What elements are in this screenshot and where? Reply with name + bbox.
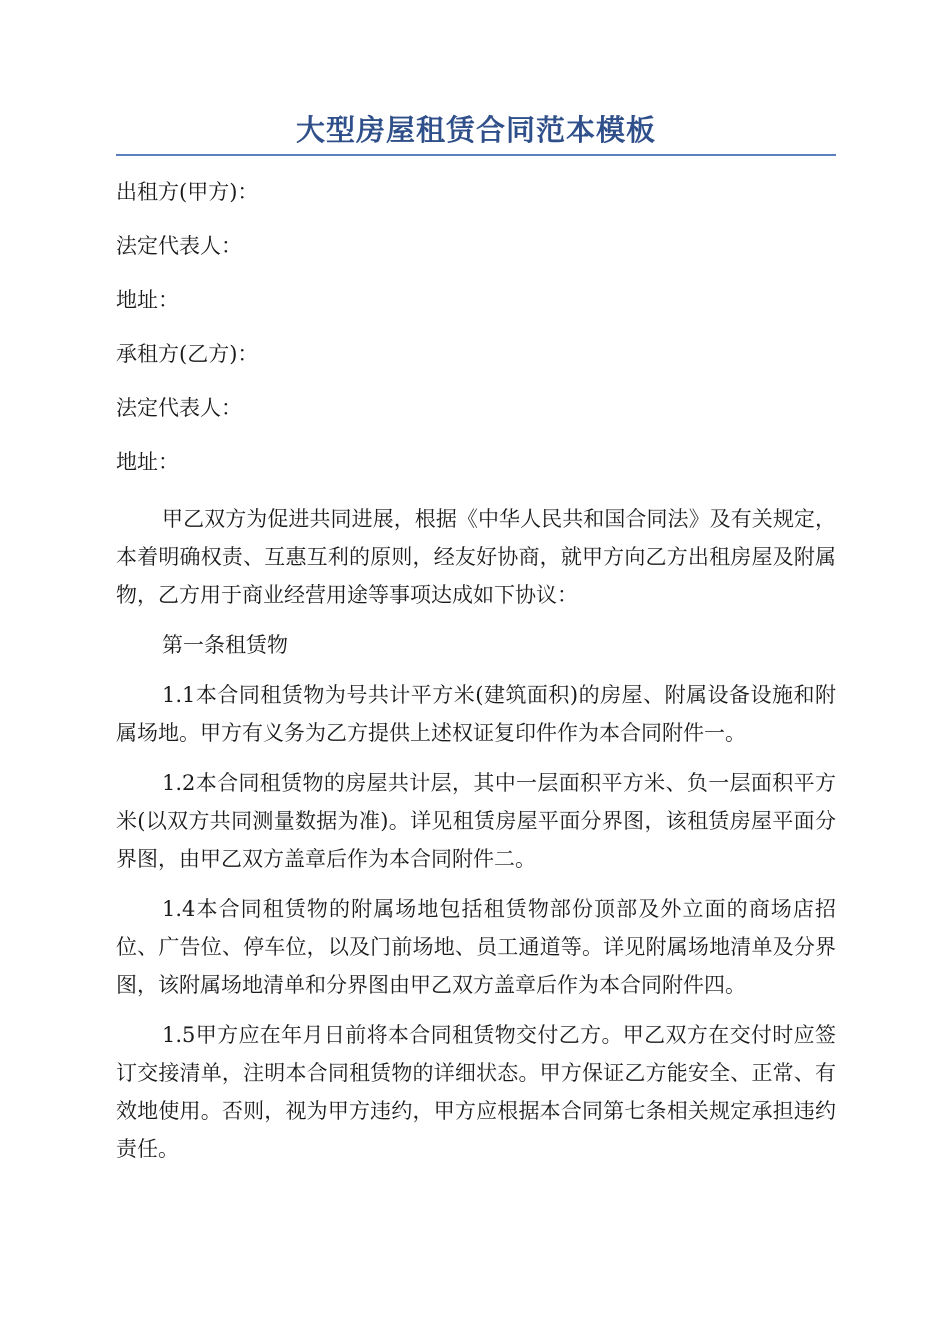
lessor-representative-field: 法定代表人：: [116, 234, 242, 258]
document-title: 大型房屋租赁合同范本模板: [295, 113, 656, 147]
clause-1-5: 1.5甲方应在年月日前将本合同租赁物交付乙方。甲乙双方在交付时应签订交接清单，注明本合同租赁物的详细状态。甲方保证乙方能安全、正常、有效地使用。否则，视为甲方违约，甲方应根据本合同第七条相关规定承担违约责任。: [116, 1023, 836, 1161]
clause-1-4: 1.4本合同租赁物的附属场地包括租赁物部份顶部及外立面的商场店招位、广告位、停车位，以及门前场地、员工通道等。详见附属场地清单及分界图，该附属场地清单和分界图由甲乙双方盖章后作为本合同附件四。: [116, 897, 836, 997]
lessee-field: 承租方(乙方)：: [116, 342, 259, 366]
title-underline: [116, 154, 836, 156]
lessee-representative-field: 法定代表人：: [116, 396, 242, 420]
document-page: [116, 108, 836, 1180]
clause-1-1: 1.1本合同租赁物为号共计平方米(建筑面积)的房屋、附属设备设施和附属场地。甲方有义务为乙方提供上述权证复印件作为本合同附件一。: [116, 683, 836, 745]
lessor-field: 出租方(甲方)：: [116, 180, 259, 204]
lessee-address-field: 地址：: [116, 450, 179, 474]
clause-1-2: 1.2本合同租赁物的房屋共计层，其中一层面积平方米、负一层面积平方米(以双方共同测量数据为准)。详见租赁房屋平面分界图，该租赁房屋平面分界图，由甲乙双方盖章后作为本合同附件二。: [116, 771, 836, 871]
article-heading: 第一条租赁物: [162, 633, 288, 657]
lessor-address-field: 地址：: [116, 288, 179, 312]
preamble-paragraph: 甲乙双方为促进共同进展，根据《中华人民共和国合同法》及有关规定，本着明确权责、互惠互利的原则，经友好协商，就甲方向乙方出租房屋及附属物，乙方用于商业经营用途等事项达成如下协议：: [116, 507, 836, 607]
